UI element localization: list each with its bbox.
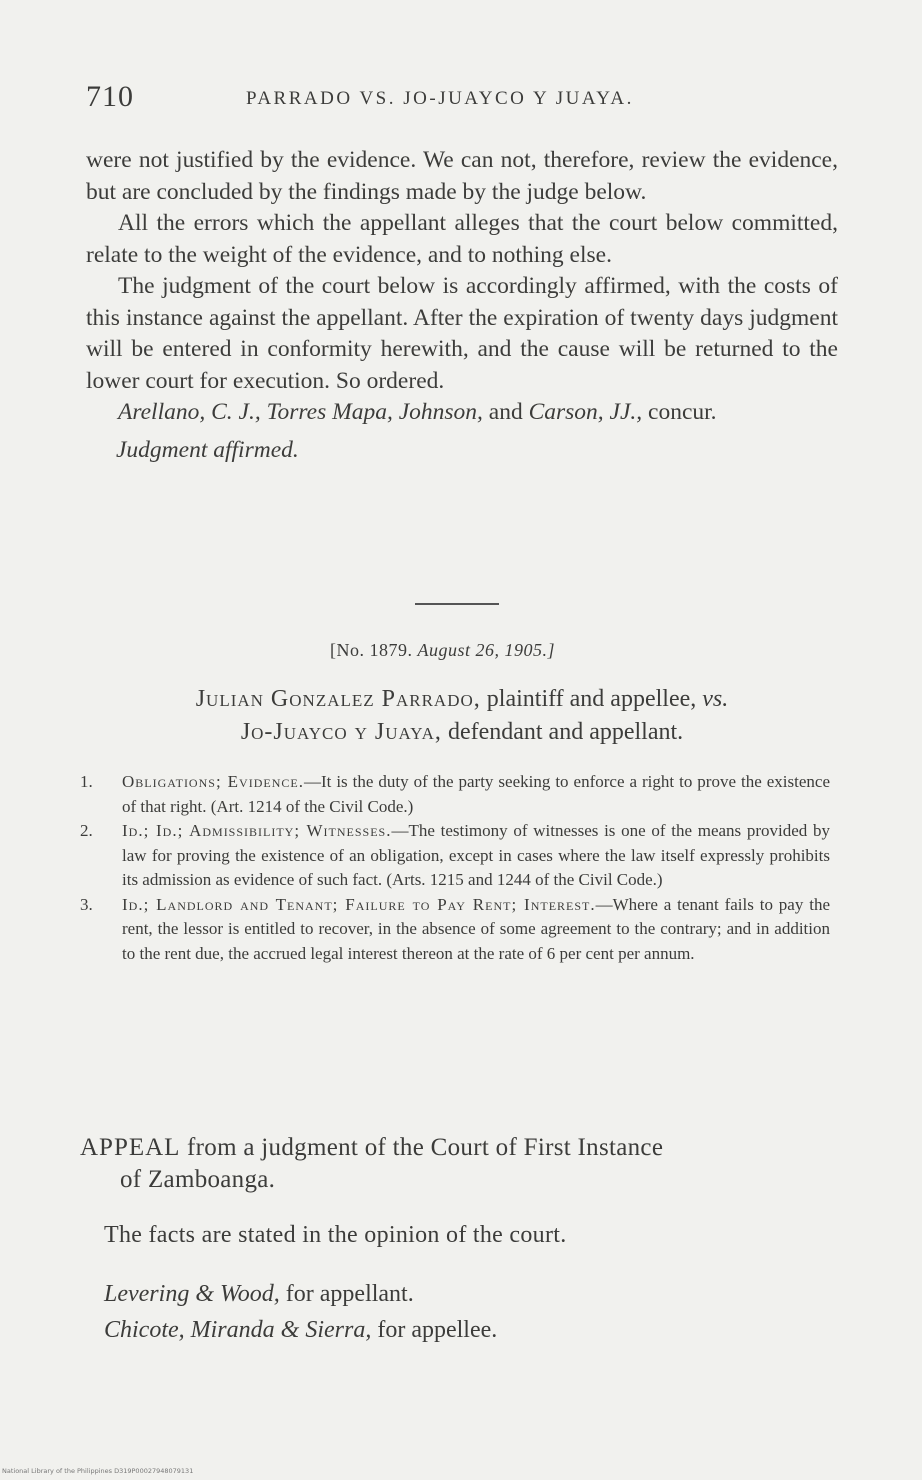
facts-statement: The facts are stated in the opinion of the court.: [104, 1222, 567, 1248]
appeal-rest: from a judgment of the Court of First Instance: [180, 1134, 664, 1161]
opinion-body: [86, 145, 838, 466]
running-head-title: PARRADO VS. JO-JUAYCO Y JUAYA.: [246, 88, 634, 109]
syllabus-item: [80, 893, 830, 967]
concurrence: [86, 397, 838, 429]
appeal-line-2: of Zamboanga.: [120, 1166, 276, 1193]
syllabus-number: 2.: [80, 821, 93, 840]
section-divider: [415, 603, 499, 605]
case-caption: [86, 683, 838, 749]
concurrence-and: and: [482, 399, 529, 425]
case-number: [330, 640, 555, 661]
page-number: 710: [86, 80, 134, 113]
appeal-lead: APPEAL: [80, 1134, 181, 1161]
appeal-line-1: [80, 1132, 832, 1164]
defendant-role: defendant and appellant.: [441, 719, 684, 745]
concurring-judges-2: Carson, JJ.,: [528, 399, 643, 425]
syllabus-text: —The testimony of witnesses is one of the means provided by law for proving the existence of an obligation, except in cases where the law itself expressly prohibits its admission as evidence of such fact. (Arts. 1215 and 1244 of the Civil Code.): [122, 821, 830, 889]
counsel-role: for appellee.: [371, 1317, 498, 1343]
running-head: [86, 80, 842, 120]
concurring-judges-1: Arellano, C. J., Torres Mapa, Johnson,: [118, 399, 483, 425]
plaintiff-role: plaintiff and appellee,: [480, 686, 703, 712]
plaintiff-name: Julian Gonzalez Parrado,: [195, 686, 481, 712]
disposition: Judgment affirmed.: [116, 436, 299, 463]
case-docket: [No. 1879.: [330, 640, 413, 660]
paragraph-continuation: were not justified by the evidence. We can not, therefore, review the evidence, but are concluded by the findings made by the judge below.: [86, 147, 838, 205]
paragraph-errors: All the errors which the appellant alleges that the court below committed, relate to the weight of the evidence, and to nothing else.: [86, 210, 838, 268]
caption-line-1: [86, 683, 838, 716]
counsel-names: Chicote, Miranda & Sierra,: [104, 1317, 372, 1343]
syllabus-item: [80, 819, 830, 893]
scan-credit: National Library of the Philippines D319P00027948079131: [2, 1467, 194, 1475]
syllabus-number: 3.: [80, 894, 93, 914]
syllabus-text: —Where a tenant fails to pay the rent, the lessor is entitled to recover, in the absence of some agreement to the contrary; and in addition to the rent due, the accrued legal interest thereon at the rate of 6 per cent per annum.: [122, 894, 830, 963]
appeal-statement: [80, 1132, 832, 1196]
counsel-appellee: [104, 1312, 497, 1348]
syllabus-number: 1.: [80, 772, 93, 791]
counsel-appellant: [104, 1276, 497, 1312]
versus: vs.: [702, 686, 729, 712]
counsel-role: for appellant.: [279, 1281, 414, 1307]
syllabus-heading: Obligations; Evidence.: [122, 772, 304, 791]
caption-line-2: [86, 716, 838, 749]
defendant-name: Jo-Juayco y Juaya,: [240, 719, 442, 745]
counsel-names: Levering & Wood,: [104, 1281, 280, 1307]
case-date: August 26, 1905.]: [417, 640, 556, 660]
syllabus: [80, 770, 830, 966]
syllabus-heading: Id.; Id.; Admissibility; Witnesses.: [122, 821, 392, 840]
paragraph-judgment: The judgment of the court below is accordingly affirmed, with the costs of this instance against the appellant. After the expiration of twenty days judgment will be entered in conformity herewith, and the cause will be returned to the lower court for execution. So ordered.: [86, 273, 838, 394]
syllabus-heading: Id.; Landlord and Tenant; Failure to Pay Rent; Interest.: [122, 894, 596, 914]
syllabus-text: —It is the duty of the party seeking to enforce a right to prove the existence of that right. (Art. 1214 of the Civil Code.): [122, 772, 830, 816]
syllabus-item: [80, 770, 830, 819]
concurrence-verb: concur.: [642, 399, 717, 425]
counsel-list: [104, 1276, 497, 1348]
